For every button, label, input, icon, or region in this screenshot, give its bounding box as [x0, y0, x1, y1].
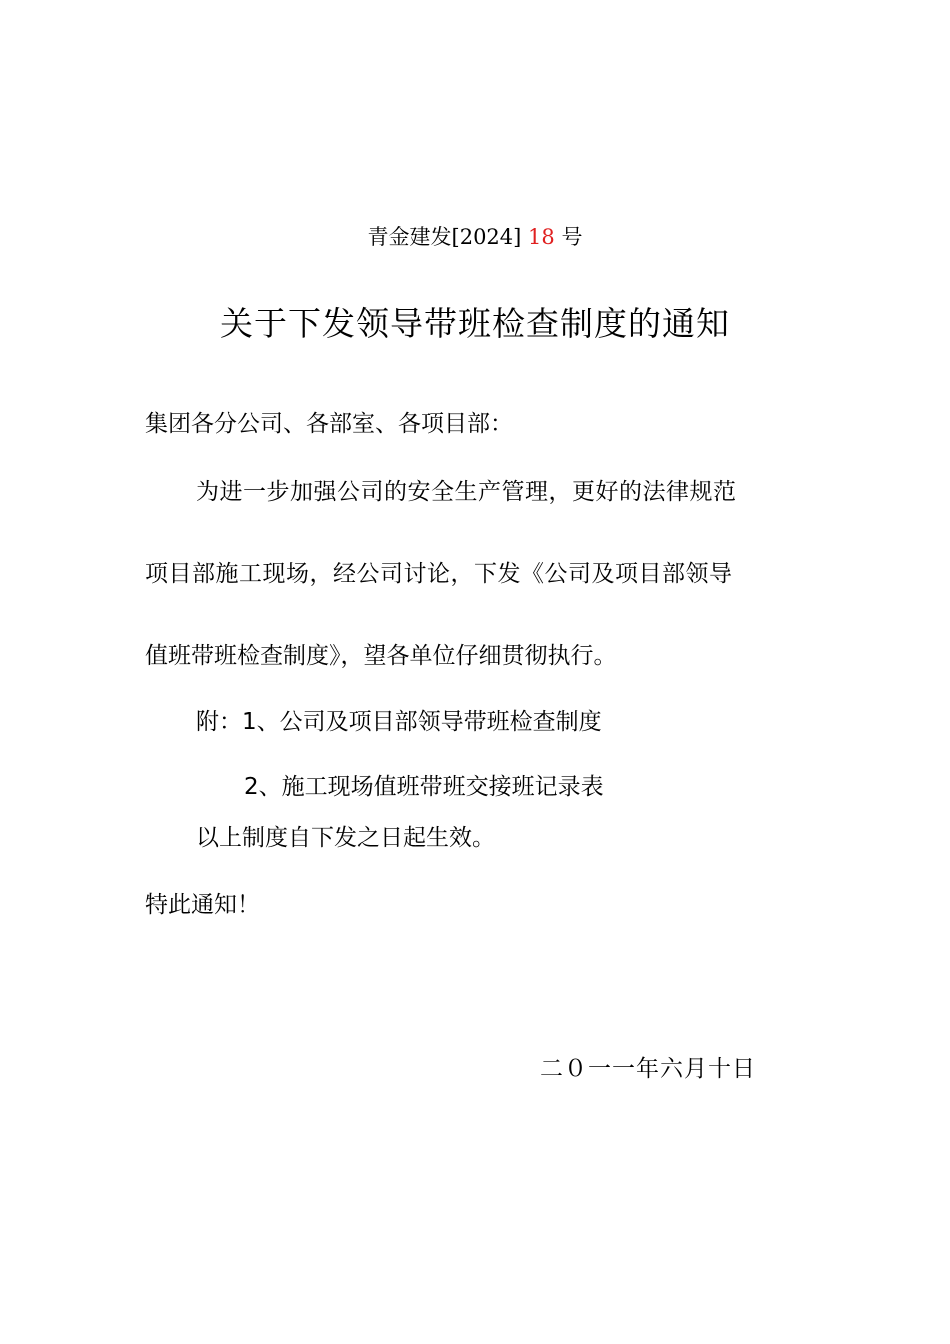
document-number-prefix: 青金建发[2024] [367, 225, 522, 249]
body-line-1: 为进一步加强公司的安全生产管理，更好的法律规范 [196, 479, 737, 505]
salutation: 集团各分公司、各部室、各项目部： [145, 411, 513, 437]
document-number-suffix: 号 [561, 225, 583, 249]
body-line-3: 值班带班检查制度》，望各单位仔细贯彻执行。 [145, 643, 617, 669]
body-line-2: 项目部施工现场，经公司讨论，下发《公司及项目部领导 [145, 561, 733, 587]
effective-statement: 以上制度自下发之日起生效。 [196, 825, 495, 851]
issue-date: 二０一一年六月十日 [540, 1056, 756, 1082]
closing-remark: 特此通知！ [145, 892, 260, 918]
document-number [0, 222, 950, 252]
attachment-item-1: 附：1、公司及项目部领导带班检查制度 [196, 709, 602, 735]
document-number-value: 18 [528, 225, 555, 249]
notice-title: 关于下发领导带班检查制度的通知 [220, 304, 730, 343]
attachment-item-2: 2、施工现场值班带班交接班记录表 [244, 774, 604, 800]
